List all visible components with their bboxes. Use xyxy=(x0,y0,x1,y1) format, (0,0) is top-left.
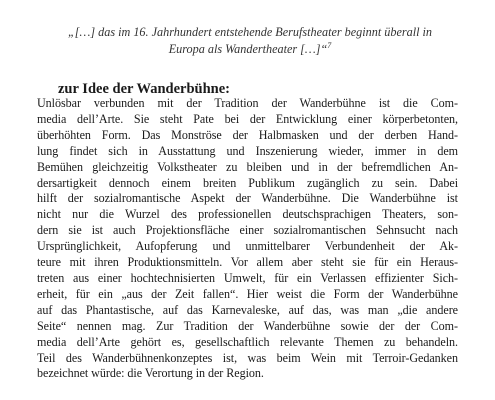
quote-line-2 xyxy=(40,41,460,58)
paragraph-line: treten aus einer hochtechnisierten Umwelt, für ein Verlassen effizienter Sich- xyxy=(37,270,458,285)
paragraph-line: Teil des Wanderbühnenkonzeptes ist, was beim Wein mit Terroir-Gedanken xyxy=(37,350,458,365)
paragraph-line: Bemühen gleichzeitig Volkstheater zu bleiben und in der befremdlichen An- xyxy=(37,159,458,174)
paragraph-line: hilft der sozialromantische Aspekt der Wanderbühne. Die Wanderbühne ist xyxy=(37,191,458,206)
quote-line-1: „[…] das im 16. Jahrhundert entstehende Berufstheater beginnt überall in xyxy=(67,25,433,39)
paragraph-line: Unlösbar verbunden mit der Tradition der Wanderbühne ist die Com- xyxy=(37,96,458,110)
paragraph-line: Ursprünglichkeit, Aufopferung und unmittelbarer Verbundenheit der Ak- xyxy=(37,239,458,254)
footnote-marker: 7 xyxy=(327,40,332,50)
paragraph-line: überhöhten Form. Das Monströse der Halbmasken und der derben Hand- xyxy=(37,127,458,142)
paragraph-line: lung findet sich in Ausstattung und Inszenierung wieder, immer in dem xyxy=(37,143,458,158)
body-paragraph xyxy=(37,96,458,382)
paragraph-line: media dell’Arte. Sie steht Pate bei der Entwicklung einer körperbetonten, xyxy=(37,111,458,126)
section-heading: zur Idee der Wanderbühne: xyxy=(58,81,231,97)
paragraph-line: dern sie ist auch Projektionsfläche einer sozialromantischen Sehnsucht nach xyxy=(37,223,458,238)
paragraph-line: erheit, für ein „aus der Zeit fallen“. Hier weist die Form der Wanderbühne xyxy=(37,286,458,301)
paragraph-line: media dell’Arte gehört es, gesellschaftlich relevante Themen zu behandeln. xyxy=(37,334,458,349)
paragraph-line: teure mit ihren Produktionsmitteln. Vor allem aber steht sie für ein Heraus- xyxy=(37,255,458,270)
paragraph-line: dersartigkeit dennoch einem breiten Publikum zugänglich zu sein. Dabei xyxy=(37,175,458,190)
paragraph-line: bezeichnet würde: die Verortung in der Region. xyxy=(37,366,264,381)
paragraph-line: nicht nur die Wurzel des professionellen deutschsprachigen Theaters, son- xyxy=(37,207,458,222)
epigraph-quote xyxy=(40,24,460,58)
paragraph-line: auf das Phantastische, auf das Karnevaleske, auf das, was man „die andere xyxy=(37,302,458,317)
quote-line-2-text: Europa als Wandertheater […]“ xyxy=(168,42,328,56)
paragraph-line: Seite“ nennen mag. Zur Tradition der Wanderbühne sowie der der Com- xyxy=(37,318,458,333)
